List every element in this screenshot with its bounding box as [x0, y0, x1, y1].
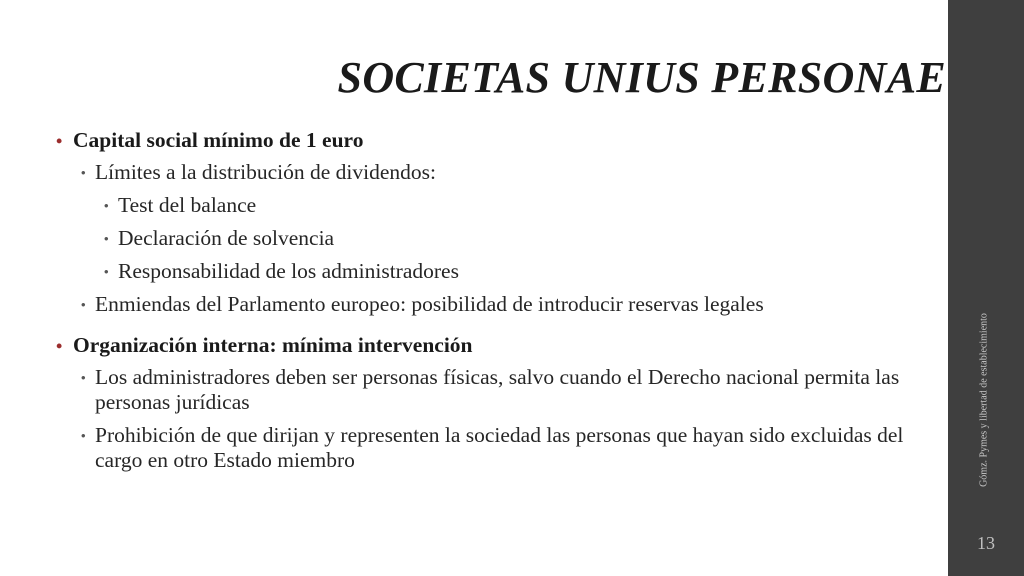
bullet-text: Los administradores deben ser personas físicas, salvo cuando el Derecho nacional permita las personas jurídicas: [95, 365, 900, 414]
bullet-text: Declaración de solvencia: [118, 226, 335, 250]
bullet-text: Test del balance: [118, 193, 257, 217]
bullet-enmiendas: [56, 292, 936, 317]
slide-number: 13: [977, 533, 995, 553]
bullet-organizacion-interna: [56, 333, 936, 358]
bullet-test-balance: [56, 193, 936, 218]
bullet-text: Capital social mínimo de 1 euro: [73, 128, 364, 152]
sub-bullet-marker: •: [81, 370, 86, 385]
sub-bullet-marker: •: [81, 297, 86, 312]
bullet-capital-social: [56, 128, 936, 153]
bullet-text: Límites a la distribución de dividendos:: [95, 160, 436, 184]
bullet-list: [56, 128, 936, 481]
bullet-text: Responsabilidad de los administradores: [118, 259, 459, 283]
sub-bullet-marker: •: [81, 165, 86, 180]
bullet-marker: •: [56, 336, 63, 356]
bullet-responsabilidad: [56, 259, 936, 284]
bullet-declaracion-solvencia: [56, 226, 936, 251]
bullet-administradores: [56, 365, 936, 415]
sub-bullet-marker: •: [104, 198, 109, 213]
sub-bullet-marker: •: [81, 428, 86, 443]
bullet-limites-dividendos: [56, 160, 936, 185]
bullet-text: Prohibición de que dirijan y representen la sociedad las personas que hayan sido excluidas del cargo en otro Estado miembro: [95, 423, 904, 472]
bullet-prohibicion: [56, 423, 936, 473]
bullet-text: Organización interna: mínima intervención: [73, 333, 473, 357]
sub-bullet-marker: •: [104, 231, 109, 246]
bullet-marker: •: [56, 131, 63, 151]
sidebar-bar: [948, 0, 1024, 576]
slide-title: SOCIETAS UNIUS PERSONAE: [337, 53, 946, 102]
footer-text: Gómz. Pymes y libertad de establecimiento: [978, 313, 990, 487]
sub-bullet-marker: •: [104, 264, 109, 279]
bullet-text: Enmiendas del Parlamento europeo: posibilidad de introducir reservas legales: [95, 292, 764, 316]
